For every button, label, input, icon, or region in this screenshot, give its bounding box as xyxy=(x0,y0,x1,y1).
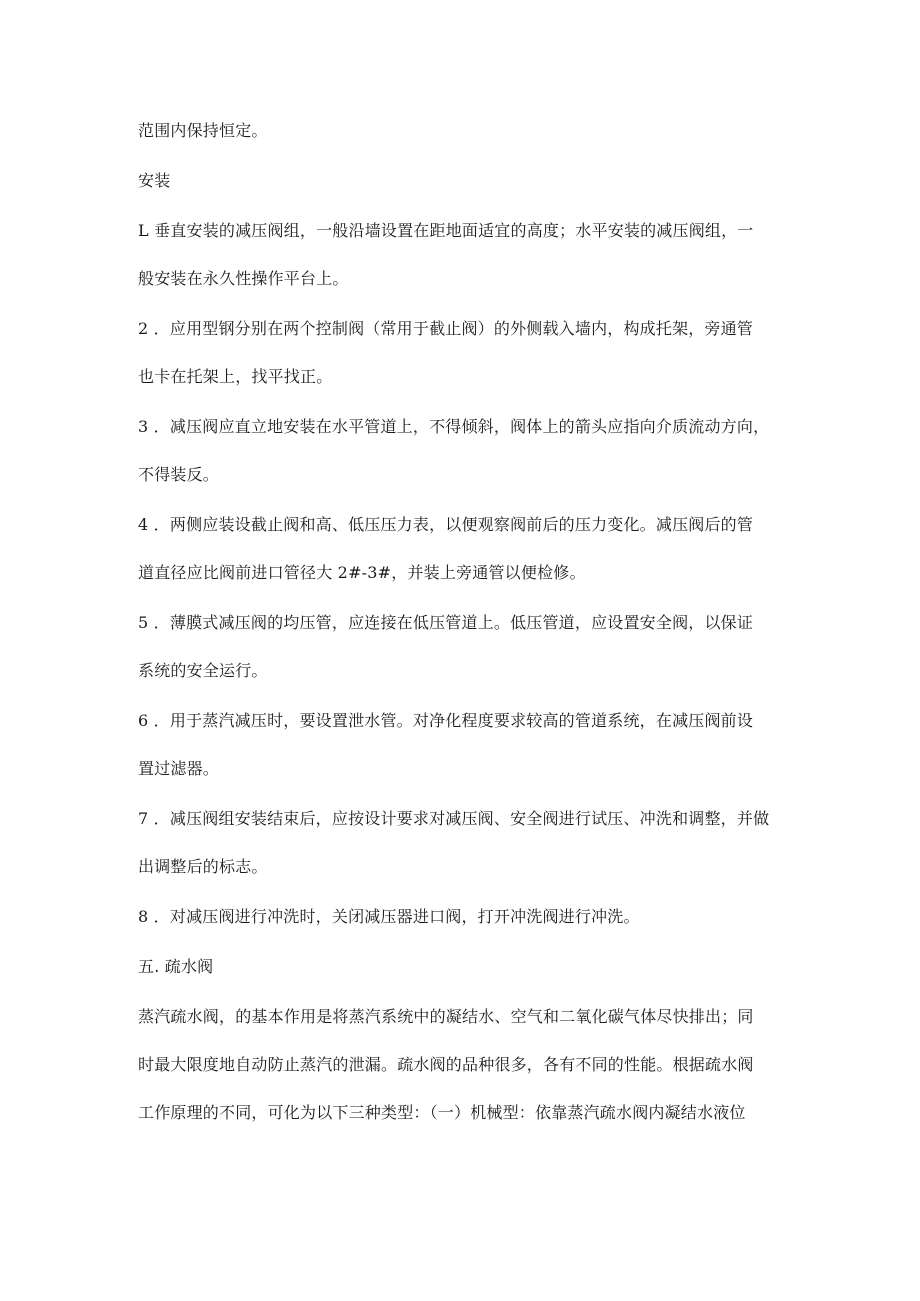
text-line: 蒸汽疏水阀，的基本作用是将蒸汽系统中的凝结水、空气和二氧化碳气体尽快排出；同 xyxy=(138,1007,754,1026)
text-line: L 垂直安装的减压阀组，一般沿墙设置在距地面适宜的高度；水平安装的减压阀组，一 xyxy=(138,221,754,240)
text-line: 范围内保持恒定。 xyxy=(138,121,268,140)
document-page xyxy=(138,118,788,1126)
text-line: 道直径应比阀前进口管径大 2#-3#，并装上旁通管以便检修。 xyxy=(138,563,586,582)
text-line: 不得装反。 xyxy=(138,465,220,484)
text-line: 置过滤器。 xyxy=(138,759,220,778)
section-heading-install: 安装 xyxy=(138,171,171,190)
text-line: 般安装在永久性操作平台上。 xyxy=(138,269,349,288)
text-line: 工作原理的不同，可化为以下三种类型：（一）机械型：依靠蒸汽疏水阀内凝结水液位 xyxy=(138,1103,746,1122)
text-line: 7 ．减压阀组安装结束后，应按设计要求对减压阀、安全阀进行试压、冲洗和调整，并做 xyxy=(138,809,770,828)
text-line: 5 ．薄膜式减压阀的均压管，应连接在低压管道上。低压管道，应设置安全阀，以保证 xyxy=(138,613,754,632)
text-line: 2 ．应用型钢分别在两个控制阀（常用于截止阀）的外侧载入墙内，构成托架，旁通管 xyxy=(138,319,754,338)
text-line: 8 ．对减压阀进行冲洗时，关闭减压器进口阀，打开冲洗阀进行冲洗。 xyxy=(138,907,640,926)
text-line: 3 ．减压阀应直立地安装在水平管道上，不得倾斜，阀体上的箭头应指向介质流动方向， xyxy=(138,417,770,436)
text-line: 4 ．两侧应装设截止阀和高、低压压力表，以便观察阀前后的压力变化。减压阀后的管 xyxy=(138,515,754,534)
text-line: 时最大限度地自动防止蒸汽的泄漏。疏水阀的品种很多，各有不同的性能。根据疏水阀 xyxy=(138,1055,754,1074)
text-line: 出调整后的标志。 xyxy=(138,857,268,876)
section-heading-trap-valve: 五. 疏水阀 xyxy=(138,957,214,976)
text-line: 系统的安全运行。 xyxy=(138,661,268,680)
text-line: 6 ．用于蒸汽减压时，要设置泄水管。对净化程度要求较高的管道系统，在减压阀前设 xyxy=(138,711,754,730)
text-line: 也卡在托架上，找平找正。 xyxy=(138,367,333,386)
